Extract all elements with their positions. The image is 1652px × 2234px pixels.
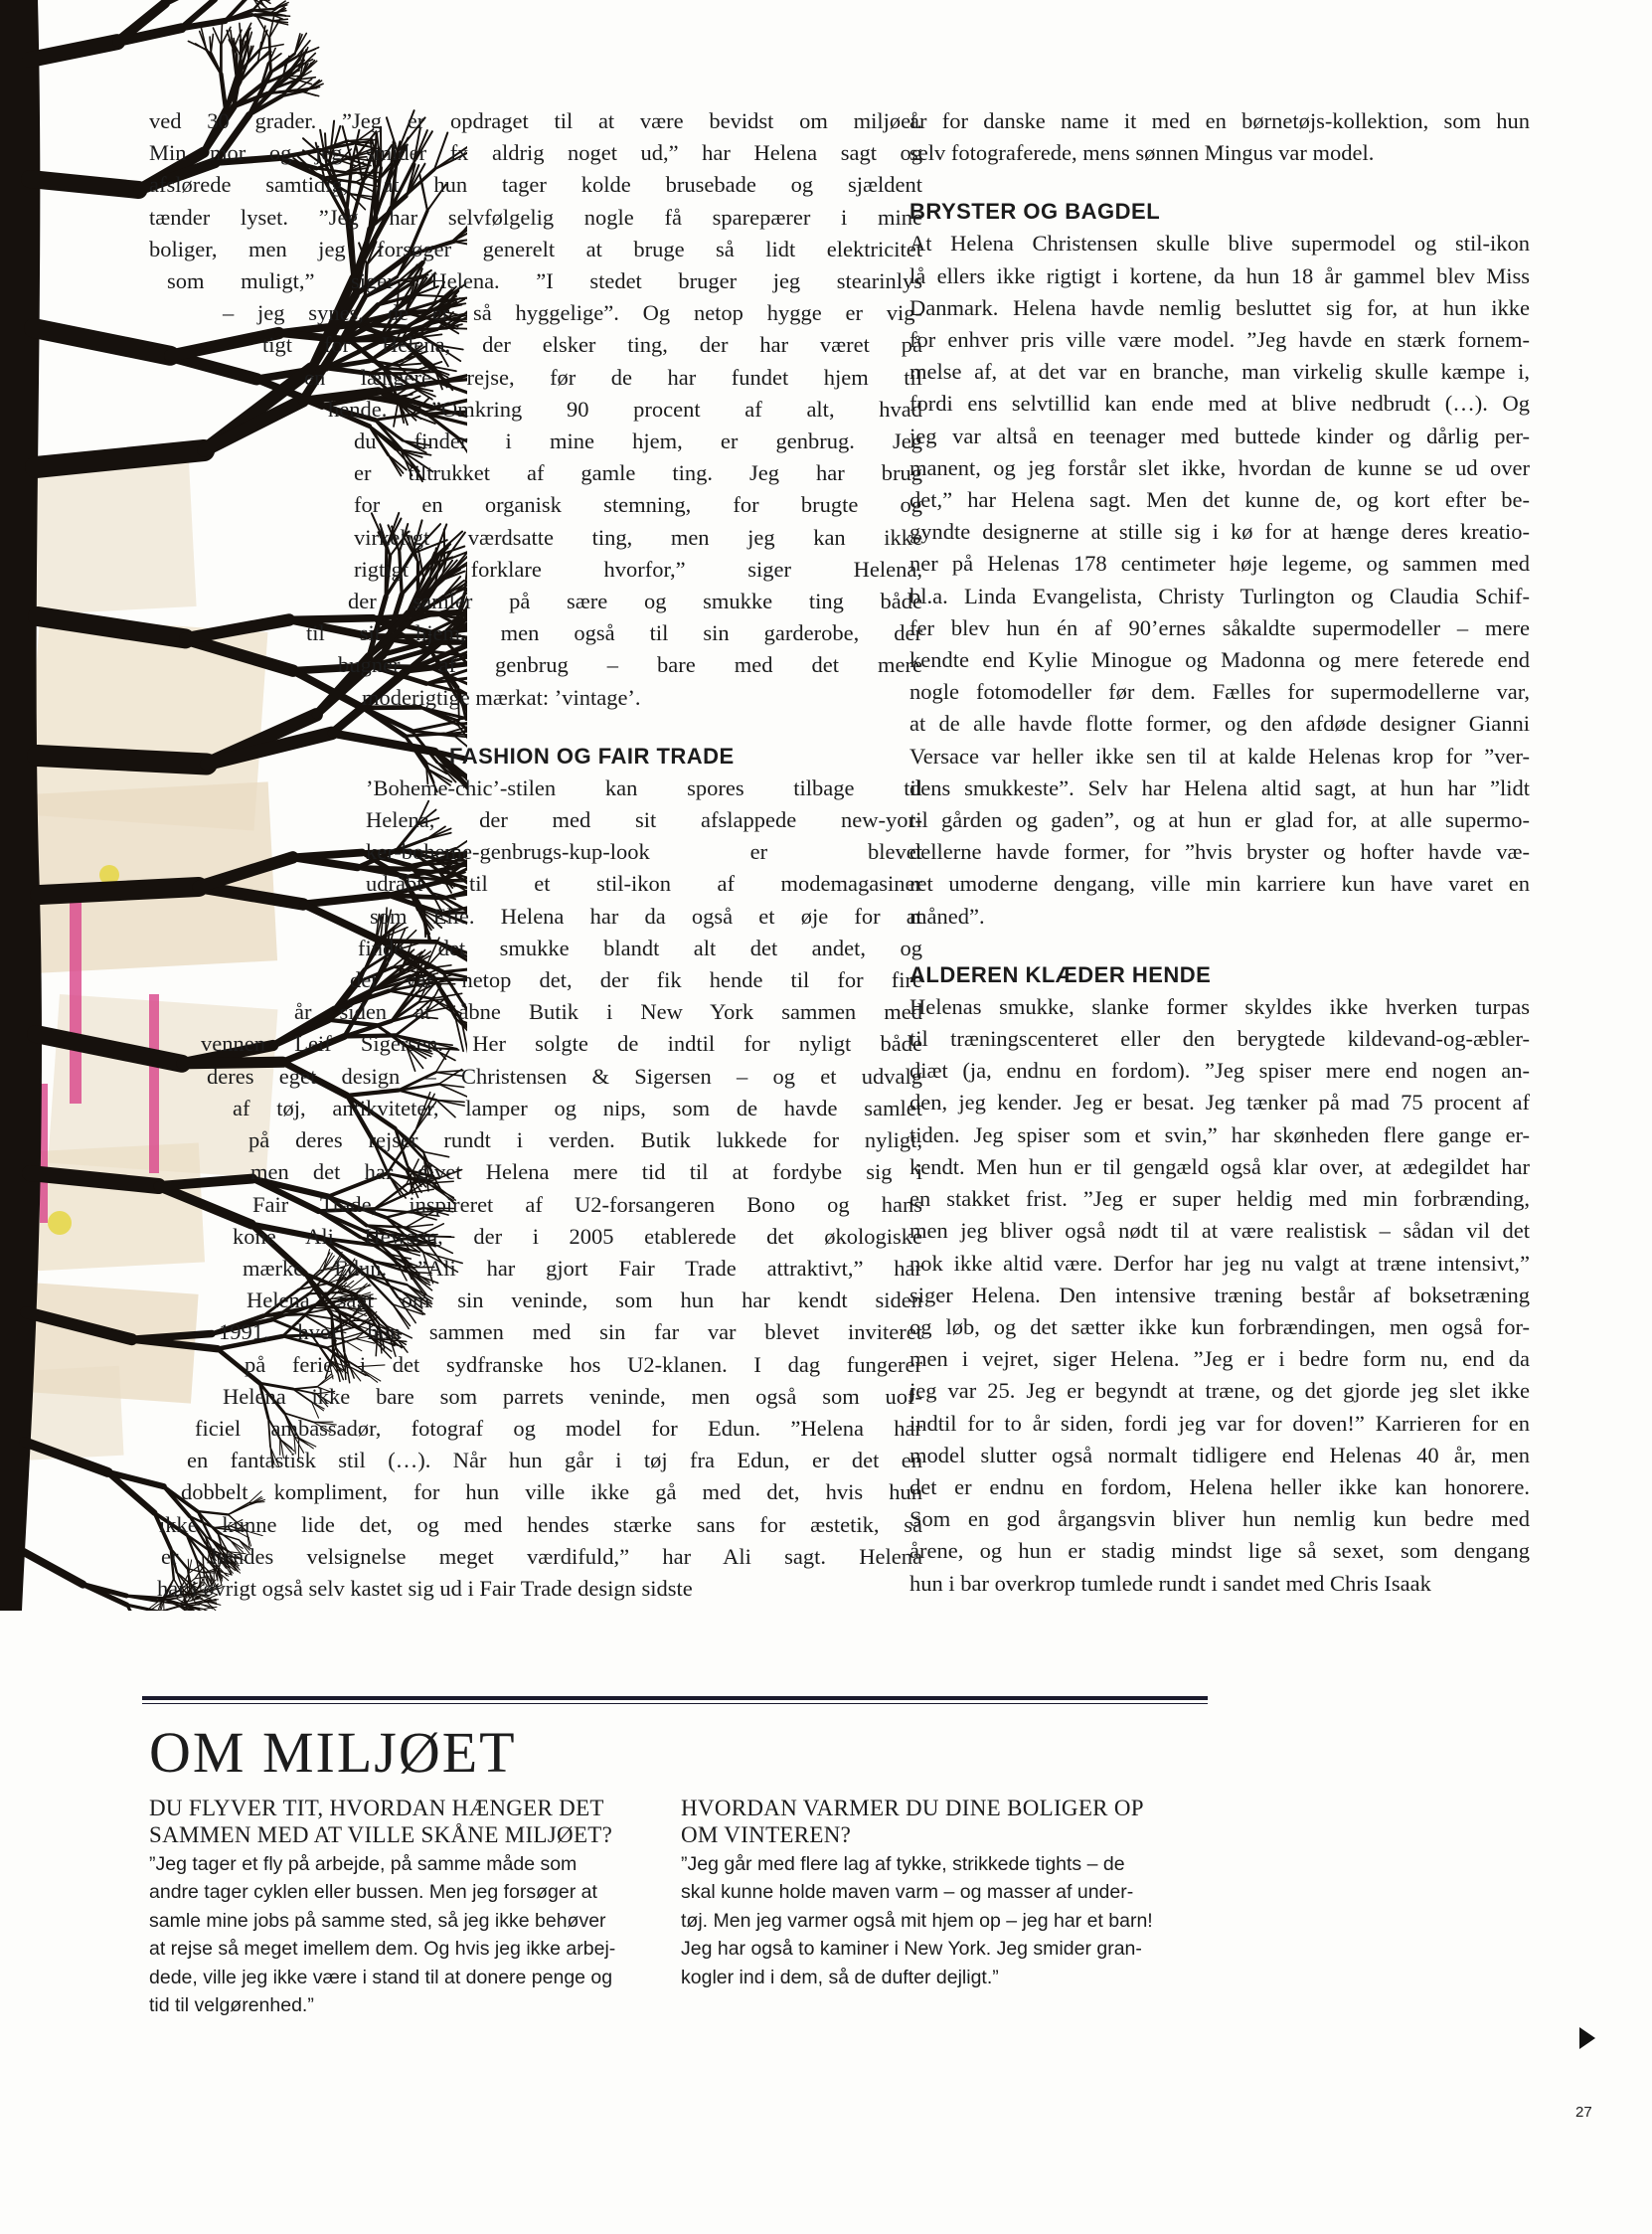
article-line: dobbelt kompliment, for hun ville ikke gå med det, hvis hun [181,1479,922,1505]
paragraph-environment [149,105,922,714]
article-line: Som en god årgangsvin bliver hun nemlig kun bedre med [909,1506,1530,1532]
article-line: en stakket frist. ”Jeg er super heldig med min forbrænding, [909,1186,1530,1212]
answer-line: dede, ville jeg ikke være i stand til at donere penge og [149,1966,613,1988]
article-line: deres eget design – Christensen & Sigersen – og et udvalg [207,1063,922,1089]
answer-2 [681,1850,1198,1991]
article-line: hende. ”Omkring 90 procent af alt, hvad [328,396,922,422]
article-line: den, jeg kender. Jeg er besat. Jeg tænker på mad 75 procent af [909,1090,1530,1116]
article-line: årene, og hun er stadig mindst lige så sexet, som dengang [909,1538,1530,1564]
answer-line: Jeg har også to kaminer i New York. Jeg smider gran- [681,1938,1142,1961]
article-line: model slutter også normalt tidligere end Helenas 40 år, men [909,1442,1530,1467]
article-line: bl.a. Linda Evangelista, Christy Turlington og Claudia Schif- [909,583,1530,608]
article-line: til sit hjem, men også til sin garderobe, der [306,620,922,646]
article-line: måned”. [909,903,985,929]
branch-stroke [221,23,222,45]
article-line: Helena ikke bare som parrets veninde, men også som uof- [223,1383,922,1409]
pink-stripe [70,885,82,1104]
article-line: kendte end Kylie Minogue og Madonna og mere feterede end [909,647,1530,673]
article-line: Helenas smukke, slanke former skyldes ikke hverken turpas [909,993,1530,1019]
article-line: fer blev hun én af 90’ernes såkaldte supermodeller – mere [909,614,1530,640]
article-line: Danmark. Helena havde nemlig besluttet sig for, at hun ikke [909,294,1530,320]
paragraph-name-it [909,105,1530,169]
article-line: er hendes velsignelse meget værdifuld,” har Ali sagt. Helena [161,1543,922,1569]
article-line: Helena sagt om sin veninde, som hun har kendt siden [247,1288,922,1313]
article-line: vennen Leif Sigersen. Her solgte de indtil for nyligt både [201,1031,922,1057]
article-line: manent, og jeg forstår slet ikke, hvordan de kunne se ud over [909,454,1530,480]
article-line: mærke Edun. ”Ali har gjort Fair Trade attraktivt,” har [243,1255,922,1281]
article-line: er tiltrukket af gamle ting. Jeg har brug [354,460,922,486]
branch-stroke [22,1551,83,1585]
answer-1 [149,1850,666,2019]
article-line: til gården og gaden”, og at hun er glad for, at alle supermo- [909,807,1530,833]
answer-line: ”Jeg tager et fly på arbejde, på samme måde som [149,1853,578,1875]
branch-stroke [260,45,283,49]
question-line: SAMMEN MED AT VILLE SKÅNE MILJØET? [149,1822,613,1847]
answer-line: kogler ind i dem, så de dufter dejligt.” [681,1966,999,1988]
divider-thin [142,1703,1208,1704]
answer-line: tid til velgørenhed.” [149,1994,314,2017]
branch-stroke [207,50,222,74]
article-line: At Helena Christensen skulle blive supermodel og stil-ikon [909,231,1530,257]
article-line: en fantastisk stil (…). Når hun går i tøj fra Edun, er det en [187,1448,922,1473]
sidebar-title: OM MILJØET [149,1720,517,1785]
page-number: 27 [1575,2104,1592,2121]
article-line: hun i bar overkrop tumlede rundt i sandet med Chris Isaak [909,1570,1431,1596]
article-line: at de alle havde flotte former, og den afdøde designer Gianni [909,711,1530,737]
branch-stroke [30,42,117,60]
article-line: dens smukkeste”. Selv har Helena altid sagt, at hun har ”lidt [909,774,1530,800]
article-line: ner på Helenas 178 centimeter høje legeme, og sammen med [909,551,1530,577]
article-line: kone Ali Hewson, der i 2005 etablerede det økologiske [233,1223,922,1249]
article-line: men i vejret, siger Helena. ”Jeg er i bedre form nu, end da [909,1346,1530,1372]
article-line: moderigtige mærkat: ’vintage’. [362,684,641,710]
branch-stroke [165,0,205,3]
branch-stroke [211,34,213,53]
article-line: indtil for to år siden, fordi jeg var for doven!” Karrieren for en [909,1410,1530,1436]
article-line: det er endnu en fordom, Helena heller ikke kan honorere. [909,1473,1530,1499]
branch-stroke [269,38,271,73]
paragraph-supermodel [909,228,1530,932]
article-line: – jeg synes, de er så hyggelige”. Og netop hygge er vig- [223,300,922,326]
article-line: nok ikke altid være. Derfor har jeg nu valgt at træne intensivt,” [909,1250,1530,1276]
article-line: jeg var altså en teenager med buttede kinder og dårlig per- [909,423,1530,448]
article-line: på ferie i det sydfranske hos U2-klanen. I dag fungerer [245,1351,922,1377]
article-line: ved 30 grader. ”Jeg er opdraget til at være bevidst om miljøet. [149,108,922,133]
article-line: år siden at åbne Butik i New York sammen med [294,999,922,1025]
article-line: Min mor og jeg smider fx aldrig noget ud,” har Helena sagt og [149,140,922,166]
article-line: ret umoderne dengang, ville min karriere kun have varet en [909,871,1530,897]
article-line: afslørede samtidig, at hun tager kolde brusebade og sjældent [149,172,922,198]
article-line: for enhver pris ville være model. ”Jeg havde en stærk fornem- [909,327,1530,353]
answer-line: samle mine jobs på samme sted, så jeg ikke behøver [149,1909,606,1932]
question-2-heading [681,1795,1198,1848]
answer-line: tøj. Men jeg varmer også mit hjem op – jeg har et barn! [681,1909,1153,1932]
article-line: fordi ens selvtillid kan ende med at blive nedbrudt (…). Og [909,391,1530,417]
article-line: ikke kunne lide det, og med hendes stærke sans for æstetik, så [159,1511,922,1537]
article-line: det var netop det, der fik hende til for fire [350,967,922,993]
question-1-heading [149,1795,666,1848]
article-line: 1991, hvor hun sammen med sin far var blevet inviteret [219,1319,922,1345]
paragraph-fashion [149,773,922,1605]
article-line: Fair Trade, inspireret af U2-forsangeren Bono og hans [252,1191,922,1217]
branch-stroke [30,179,139,190]
article-line: gyndte designerne at stille sig i kø for at hænge deres kreatio- [909,519,1530,545]
article-line: boliger, men jeg forsøger generelt at bruge så lidt elektricitet [149,236,922,261]
article-line: tænder lyset. ”Jeg har selvfølgelig nogle få sparepærer i mine [149,204,922,230]
article-column-right [909,105,1530,1600]
branch-stroke [213,28,221,45]
subheading-bryster-og-bagdel: BRYSTER OG BAGDEL [909,199,1161,225]
article-line: bugner af genbrug – bare med det mere [338,652,922,678]
article-line: tigt for Helena, der elsker ting, der har været på [262,332,922,358]
article-line: kendt. Men hun er til gengæld også klar over, at ædegildet har [909,1153,1530,1179]
article-line: Helena, der med sit afslappede new-yor- [366,807,922,833]
article-line: jeg var 25. Jeg er begyndt at træne, og det gjorde jeg slet ikke [909,1378,1530,1404]
article-line: ’Boheme-chic’-stilen kan spores tilbage til [366,774,922,800]
yellow-dot [48,1211,72,1235]
article-line: Versace var heller ikke sen til at kalde Helenas krop for ”ver- [909,743,1530,769]
subheading-fashion-fair-trade: FASHION OG FAIR TRADE [449,743,735,769]
article-line: virkeligt værdsatte ting, men jeg kan ikke [354,524,922,550]
article-line: en længere rejse, før de har fundet hjem til [304,364,922,390]
paragraph-age [909,991,1530,1600]
continue-arrow-icon[interactable] [1579,2027,1595,2049]
article-line: det,” har Helena sagt. Men det kunne de, og kort efter be- [909,487,1530,513]
answer-line: at rejse så meget imellem dem. Og hvis jeg ikke arbej- [149,1938,616,1961]
answer-line: andre tager cyklen eller bussen. Men jeg forsøger at [149,1881,597,1904]
article-line: ker-boheme-genbrugs-kup-look er blevet [366,839,922,865]
article-line: og løb, og det sætter ikke kun forbrændingen, men også for- [909,1313,1530,1339]
article-line: selv fotograferede, mens sønnen Mingus var model. [909,140,1375,166]
article-line: på deres rejser rundt i verden. Butik lukkede for nyligt, [248,1127,922,1153]
article-line: som muligt,” siger Helena. ”I stedet bruger jeg stearinlys [167,268,922,294]
article-line: som Elle. Helena har da også et øje for at [370,903,922,929]
branch-stroke [204,1610,216,1612]
question-line: OM VINTEREN? [681,1822,852,1847]
question-line: DU FLYVER TIT, HVORDAN HÆNGER DET [149,1796,604,1820]
article-line: der samler på sære og smukke ting både [348,589,922,614]
divider-thick [142,1696,1208,1700]
article-line: dellerne havde former, for ”hvis bryster og hofter havde væ- [909,839,1530,865]
article-line: siger Helena. Den intensive træning består af boksetræning [909,1282,1530,1307]
article-line: du finder i mine hjem, er genbrug. Jeg [354,429,922,454]
answer-line: skal kunne holde maven varm – og masser af under- [681,1881,1134,1904]
article-line: har i øvrigt også selv kastet sig ud i Fair Trade design sidste [157,1575,693,1601]
article-line: for en organisk stemning, for brugte og [354,492,922,518]
sidebar-question-1 [149,1795,666,2019]
article-line: men jeg bliver også nødt til at være realistisk – sådan vil det [909,1218,1530,1244]
article-line: melse af, at det var en branche, man virkelig skulle kæmpe i, [909,359,1530,385]
answer-line: ”Jeg går med flere lag af tykke, strikkede tights – de [681,1853,1125,1875]
article-line: lå ellers ikke rigtigt i kortene, da hun 18 år gammel blev Miss [909,262,1530,288]
subheading-alderen: ALDEREN KLÆDER HENDE [909,961,1212,987]
article-column-left [149,105,922,1605]
article-line: men det har givet Helena mere tid til at fordybe sig i [250,1159,922,1185]
article-line: ficiel ambassadør, fotograf og model for Edun. ”Helena har [195,1415,922,1441]
article-line: tiden. Jeg spiser som et svin,” har skønheden flere gange er- [909,1121,1530,1147]
article-line: år for danske name it med en børnetøjs-kollektion, som hun [909,108,1530,133]
article-line: diæt (ja, endnu en fordom). ”Jeg spiser mere end nogen an- [909,1058,1530,1084]
branch-stroke [273,15,290,16]
article-line: rigtigt forklare hvorfor,” siger Helena, [354,556,922,582]
article-line: til træningscenteret eller den berygtede kildevand-og-æbler- [909,1026,1530,1052]
sidebar-question-2 [681,1795,1198,1991]
article-line: af tøj, antikviteter, lamper og nips, som de havde samlet [233,1095,922,1120]
article-line: nogle fotomodeller før dem. Fælles for supermodellerne var, [909,679,1530,705]
article-line: udråbt til et stil-ikon af modemagasiner [366,871,922,897]
question-line: HVORDAN VARMER DU DINE BOLIGER OP [681,1796,1144,1820]
article-line: finde det smukke blandt alt det andet, og [358,935,922,960]
